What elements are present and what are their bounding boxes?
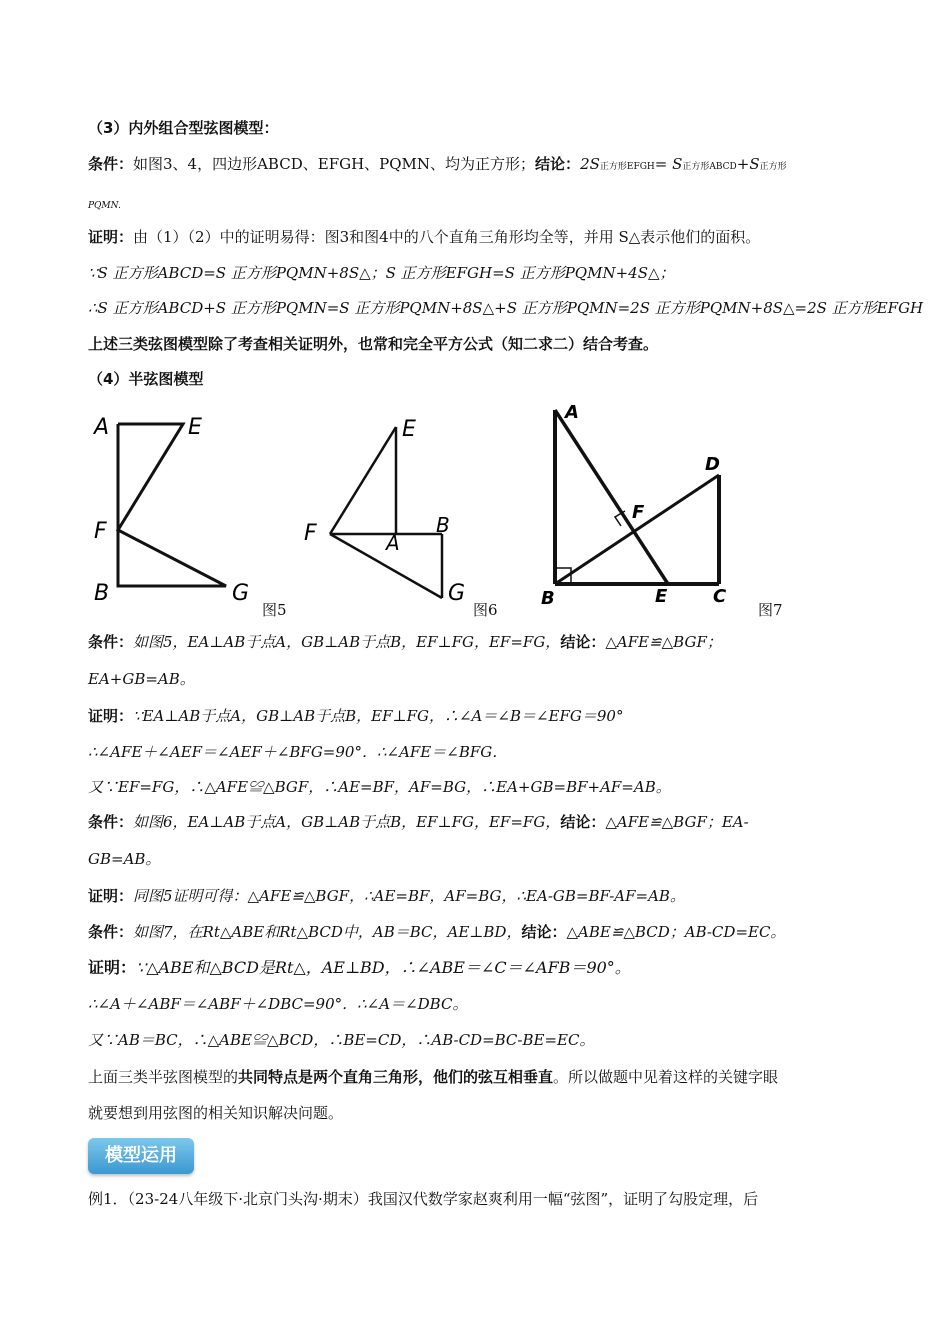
- conclusion-wrap-6: GB=AB。: [88, 850, 161, 868]
- fig5-label-g: G: [232, 581, 250, 606]
- proof-line-7c: 又∵AB＝BC，∴△ABE≌△BCD，∴BE=CD，∴AB-CD=BC-BE=EC。: [88, 1031, 595, 1049]
- fig6-line-ef: [330, 427, 396, 534]
- subscript: 正方形EFGH: [599, 162, 655, 172]
- section-heading-4: （4）半弦图模型: [88, 370, 204, 388]
- proof-text: 同图5证明可得：△AFE≌△BGF，∴AE=BF，AF=BG，∴EA-GB=BF-AF=AB。: [133, 887, 685, 905]
- condition-label: 条件：: [88, 155, 134, 173]
- fig7-label-a: A: [565, 402, 579, 423]
- subscript: 正方形: [759, 162, 787, 172]
- summary-line: 上述三类弦图模型除了考查相关证明外，也常和完全平方公式（知二求二）结合考查。: [88, 335, 659, 353]
- condition-line-6: [88, 812, 749, 832]
- proof-line-7: [88, 958, 631, 978]
- closing-text: 上面三类半弦图模型的: [88, 1068, 239, 1086]
- conclusion-part: = S: [654, 155, 683, 173]
- closing-line-1: [88, 1067, 778, 1087]
- condition-line-7: [88, 922, 785, 942]
- proof-formula-1: ∵S 正方形ABCD=S 正方形PQMN+8S△；S 正方形EFGH=S 正方形PQMN+4S△；: [88, 264, 675, 282]
- conclusion-text: △ABE≌△BCD；AB-CD=EC。: [566, 923, 786, 941]
- fig6-label-b: B: [436, 513, 450, 537]
- subscript: 正方形ABCD: [682, 162, 737, 172]
- fig6-label-e: E: [402, 417, 416, 442]
- proof-line-5c: 又∵EF=FG，∴△AFE≌△BGF，∴AE=BF，AF=BG，∴EA+GB=BF+AF=AB。: [88, 778, 671, 796]
- fig7-label-b: B: [541, 588, 555, 609]
- proof-line-5b: ∴∠AFE＋∠AEF＝∠AEF＋∠BFG=90°．∴∠AFE＝∠BFG．: [88, 743, 508, 761]
- conclusion-part: 2S: [580, 155, 600, 173]
- figure-6-caption: 图6: [473, 601, 498, 619]
- example-line: 例1．（23-24八年级下·北京门头沟·期末）我国汉代数学家赵爽利用一幅“弦图”，证明了勾股定理，后: [88, 1190, 759, 1208]
- proof-text: 由（1）（2）中的证明易得：图3和图4中的八个直角三角形均全等，并用 S△表示他们的面积。: [133, 228, 761, 246]
- proof-text: ∵EA⊥AB于点A，GB⊥AB于点B，EF⊥FG，∴∠A＝∠B＝∠EFG＝90°: [133, 707, 624, 725]
- proof-text: ∵△ABE和△BCD是Rt△，AE⊥BD，∴∠ABE＝∠C＝∠AFB＝90°。: [136, 958, 631, 977]
- figure-6: [300, 400, 480, 610]
- conclusion-wrap: PQMN.: [88, 201, 121, 211]
- closing-text: 。所以做题中见着这样的关键字眼: [553, 1068, 779, 1086]
- figure-7: [535, 400, 735, 610]
- fig7-label-e: E: [655, 586, 668, 607]
- figure-5: [88, 400, 268, 610]
- proof-line-3: [88, 227, 760, 247]
- condition-label: 条件：: [88, 813, 134, 831]
- closing-line-2: 就要想到用弦图的相关知识解决问题。: [88, 1104, 344, 1122]
- fig5-label-b: B: [94, 581, 110, 606]
- condition-text: 如图6，EA⊥AB于点A，GB⊥AB于点B，EF⊥FG，EF=FG，: [133, 813, 561, 831]
- proof-label: 证明：: [88, 887, 134, 905]
- condition-line-5: [88, 632, 722, 652]
- proof-line-5: [88, 706, 623, 726]
- proof-formula-2: ∴S 正方形ABCD+S 正方形PQMN=S 正方形PQMN+8S△+S 正方形PQMN=2S 正方形PQMN+8S△=2S 正方形EFGH: [88, 299, 924, 317]
- conclusion-text: △AFE≌△BGF；: [605, 633, 722, 651]
- proof-label: 证明：: [88, 228, 134, 246]
- section-heading-3: （3）内外组合型弦图模型：: [88, 119, 279, 137]
- fig5-label-e: E: [188, 415, 202, 440]
- proof-line-6: [88, 886, 685, 906]
- closing-emphasis: 共同特点是两个直角三角形，他们的弦互相垂直: [238, 1068, 554, 1086]
- fig7-label-d: D: [705, 454, 720, 475]
- condition-label: 条件：: [88, 633, 134, 651]
- fig7-label-c: C: [713, 586, 727, 607]
- fig5-label-f: F: [94, 519, 107, 544]
- figure-7-caption: 图7: [758, 601, 783, 619]
- conclusion-label: 结论：: [560, 633, 606, 651]
- fig7-line-ae: [555, 410, 668, 584]
- condition-line-3: [88, 154, 787, 177]
- conclusion-label: 结论：: [521, 923, 567, 941]
- conclusion-label: 结论：: [535, 155, 581, 173]
- conclusion-label: 结论：: [560, 813, 606, 831]
- conclusion-part: +S: [736, 155, 760, 173]
- figure-5-lines: [118, 424, 226, 586]
- proof-label: 证明：: [88, 958, 137, 977]
- figure-5-caption: 图5: [262, 601, 287, 619]
- condition-text: 如图3、4，四边形ABCD、EFGH、PQMN、均为正方形；: [133, 155, 536, 173]
- fig5-label-a: A: [94, 415, 110, 440]
- conclusion-wrap-5: EA+GB=AB。: [88, 670, 195, 688]
- fig7-line-bd: [555, 475, 719, 584]
- model-application-tag: 模型运用: [88, 1138, 194, 1174]
- conclusion-text: △AFE≌△BGF；EA-: [605, 813, 749, 831]
- condition-label: 条件：: [88, 923, 134, 941]
- condition-text: 如图7，在Rt△ABE和Rt△BCD中，AB＝BC，AE⊥BD，: [133, 923, 522, 941]
- fig6-label-g: G: [448, 581, 466, 606]
- proof-line-7b: ∴∠A＋∠ABF＝∠ABF＋∠DBC=90°．∴∠A＝∠DBC。: [88, 995, 468, 1013]
- condition-text: 如图5，EA⊥AB于点A，GB⊥AB于点B，EF⊥FG，EF=FG，: [133, 633, 561, 651]
- fig6-label-f: F: [304, 521, 317, 546]
- fig7-label-f: F: [632, 502, 645, 523]
- fig6-label-a: A: [386, 531, 400, 555]
- proof-label: 证明：: [88, 707, 134, 725]
